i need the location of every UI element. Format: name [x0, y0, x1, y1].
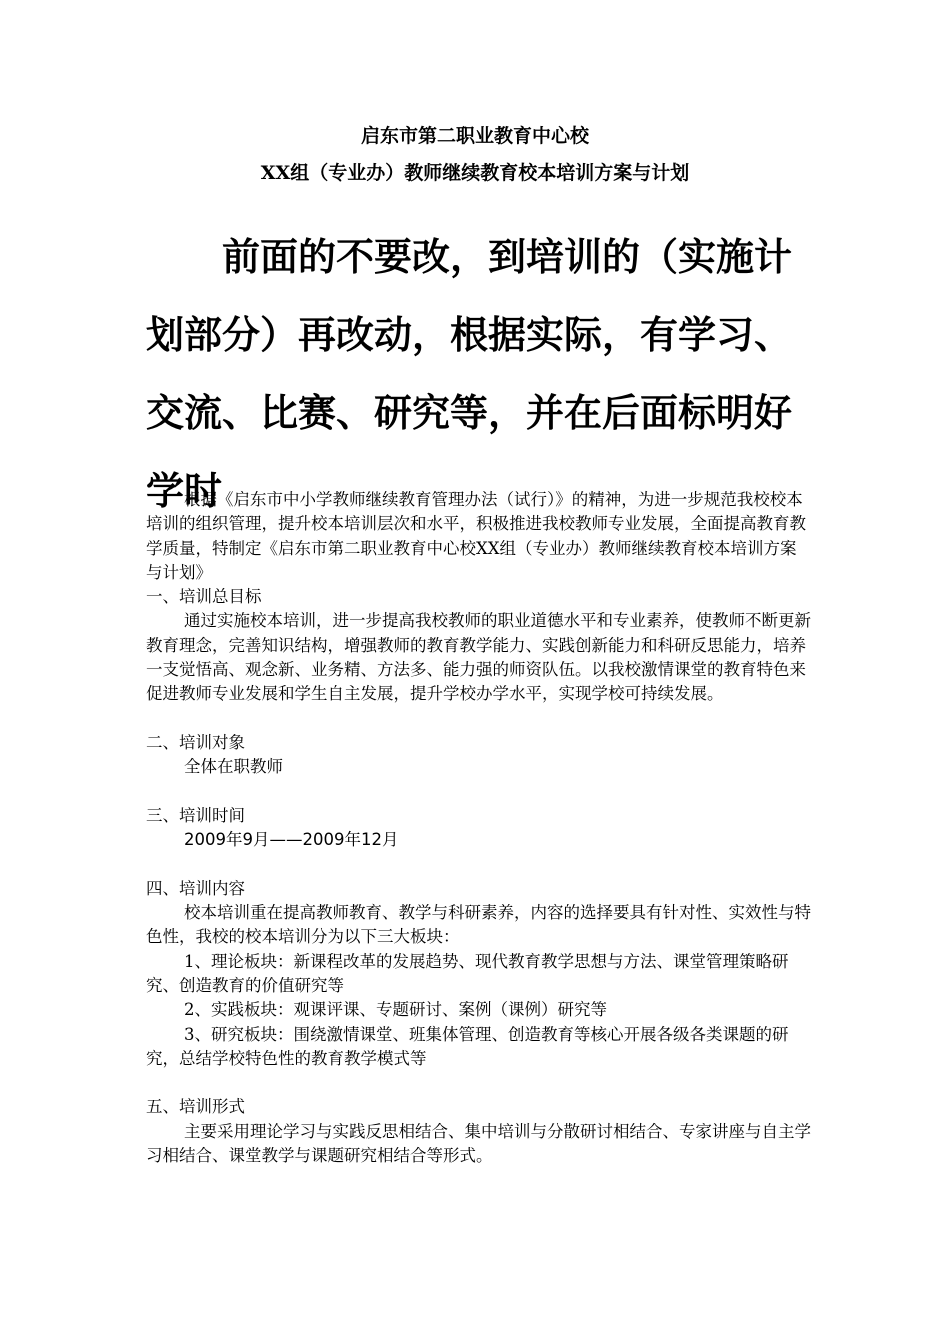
research-block-item: 3、研究板块：围绕激情课堂、班集体管理、创造教育等核心开展各级各类课题的研究，总结学校特色性的教育教学模式等 — [146, 1024, 789, 1068]
content-intro-paragraph: 校本培训重在提高教师教育、教学与科研素养，内容的选择要具有针对性、实效性与特色性，我校的校本培训分为以下三大板块： — [146, 903, 811, 947]
section-heading-audience: 二、培训对象 — [146, 732, 245, 752]
theory-block-item: 1、理论板块：新课程改革的发展趋势、现代教育教学思想与方法、课堂管理策略研究、创造教育的价值研究等 — [146, 951, 789, 995]
section-heading-goal: 一、培训总目标 — [146, 587, 262, 607]
plan-title: XX组（专业办）教师继续教育校本培训方案与计划 — [260, 162, 690, 184]
spacer — [146, 1071, 811, 1095]
practice-block-item: 2、实践板块：观课评课、专题研讨、案例（课例）研究等 — [184, 1000, 607, 1020]
editing-notice: 前面的不要改，到培训的（实施计划部分）再改动，根据实际，有学习、交流、比赛、研究等，并在后面标明好学时 — [146, 235, 793, 513]
section-heading-content: 四、培训内容 — [146, 878, 245, 898]
spacer — [146, 780, 811, 804]
intro-paragraph: 根据《启东市中小学教师继续教育管理办法（试行）》的精神，为进一步规范我校校本培训的组织管理，提升校本培训层次和水平，积极推进我校教师专业发展，全面提高教育教学质量，特制定《启东市第二职业教育中心校XX组（专业办）教师继续教育校本培训方案与计划》 — [146, 490, 806, 582]
spacer — [146, 707, 811, 731]
school-title: 启东市第二职业教育中心校 — [360, 125, 589, 147]
time-paragraph: 2009年9月——2009年12月 — [184, 830, 399, 850]
audience-paragraph: 全体在职教师 — [184, 757, 283, 777]
document-body — [146, 488, 811, 1168]
goal-paragraph: 通过实施校本培训，进一步提高我校教师的职业道德水平和专业素养，使教师不断更新教育理念，完善知识结构，增强教师的教育教学能力、实践创新能力和科研反思能力，培养一支觉悟高、观念新、业务精、方法多、能力强的师资队伍。以我校激情课堂的教育特色来促进教师专业发展和学生自主发展，提升学校办学水平，实现学校可持续发展。 — [146, 611, 811, 704]
spacer — [146, 852, 811, 876]
section-heading-format: 五、培训形式 — [146, 1097, 245, 1117]
format-paragraph: 主要采用理论学习与实践反思相结合、集中培训与分散研讨相结合、专家讲座与自主学习相结合、课堂教学与课题研究相结合等形式。 — [146, 1121, 811, 1166]
section-heading-time: 三、培训时间 — [146, 805, 245, 825]
